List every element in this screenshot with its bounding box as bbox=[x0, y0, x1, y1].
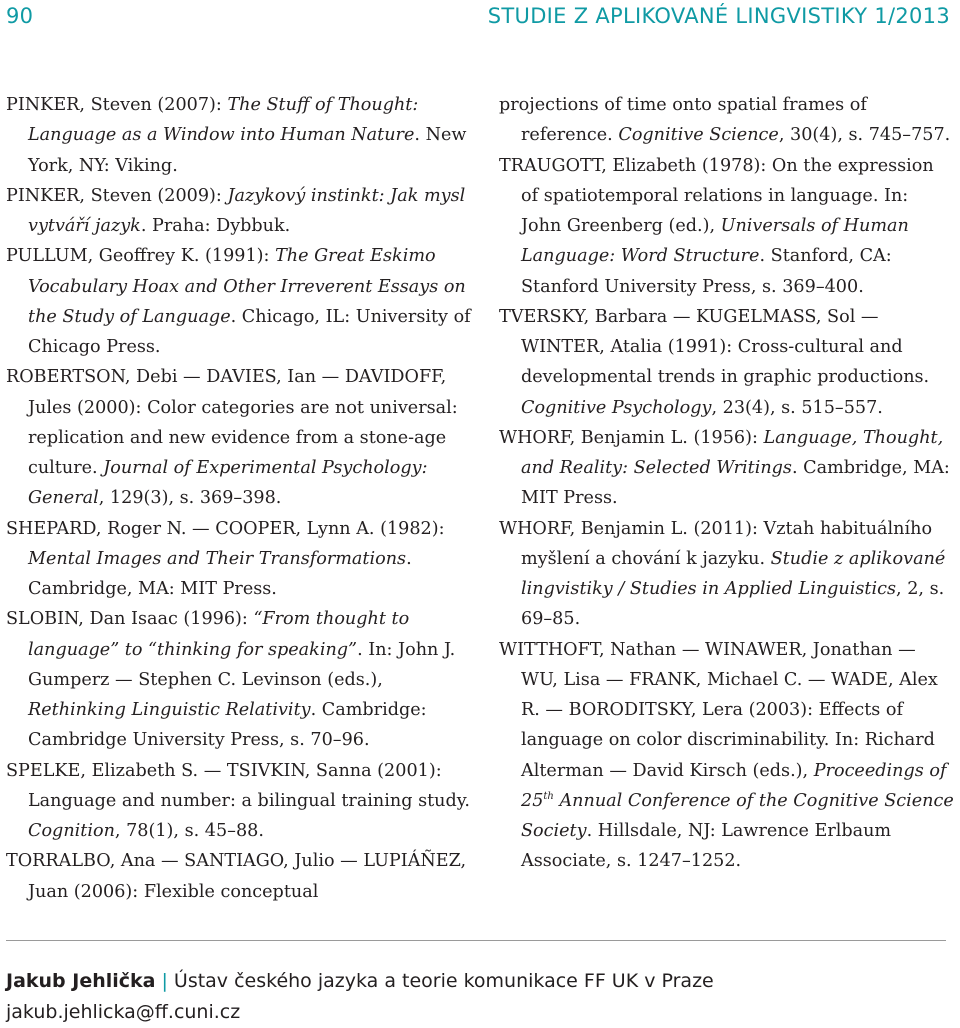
reference-text: TORRALBO, Ana — SANTIAGO, Julio — LUPIÁÑEZ, Juan (2006): Flexible conceptual bbox=[6, 851, 467, 902]
reference-text: , 23(4), s. 515–557. bbox=[711, 397, 883, 418]
reference-entry bbox=[6, 241, 478, 362]
reference-entry bbox=[499, 151, 954, 302]
reference-text: , 78(1), s. 45–88. bbox=[114, 821, 264, 841]
reference-entry bbox=[6, 90, 478, 181]
author-name: Jakub Jehlička bbox=[6, 970, 156, 992]
reference-entry bbox=[499, 423, 954, 514]
reference-text: PINKER, Steven (2009): bbox=[6, 185, 228, 206]
reference-title-text: Jazykový instinkt: Jak mysl vytváří jazyk bbox=[28, 185, 466, 236]
reference-title-text: Rethinking Linguistic Relativity bbox=[28, 700, 311, 720]
reference-text: TVERSKY, Barbara — KUGELMASS, Sol — WINTER, Atalia (1991): Cross-cultural and developmental trends in graphic productions. bbox=[499, 306, 930, 388]
references-right-column bbox=[499, 90, 954, 877]
reference-text: . Cambridge, MA: MIT Press. bbox=[28, 548, 412, 599]
reference-text: SHEPARD, Roger N. — COOPER, Lynn A. (1982): bbox=[6, 518, 445, 539]
reference-entry bbox=[499, 635, 954, 877]
reference-title-text: Proceedings of 25 bbox=[521, 760, 947, 811]
reference-entry bbox=[499, 90, 954, 151]
reference-title-text: Language, Thought, and Reality: Selected Writings bbox=[521, 427, 944, 478]
author-email[interactable]: jakub.jehlicka@ff.cuni.cz bbox=[6, 1001, 241, 1023]
reference-entry bbox=[6, 604, 478, 755]
references-left-column bbox=[6, 90, 478, 907]
reference-title-text: Journal of Experimental Psychology: General bbox=[28, 458, 428, 509]
reference-text: , 30(4), s. 745–757. bbox=[778, 125, 951, 146]
reference-title-text: Cognitive Psychology bbox=[521, 397, 712, 418]
footer-separator: | bbox=[161, 970, 168, 992]
reference-text: WHORF, Benjamin L. (2011): Vztah habituálního myšlení a chování k jazyku. bbox=[499, 518, 933, 569]
footer-divider bbox=[6, 940, 946, 941]
author-affiliation: Ústav českého jazyka a teorie komunikace FF UK v Praze bbox=[173, 970, 714, 992]
reference-text: . Hillsdale, NJ: Lawrence Erlbaum Associate, s. 1247–1252. bbox=[521, 821, 892, 872]
reference-entry bbox=[6, 846, 478, 907]
reference-title-text: Cognition bbox=[28, 821, 115, 841]
reference-text: . Chicago, IL: University of Chicago Press. bbox=[28, 306, 471, 357]
reference-text: ROBERTSON, Debi — DAVIES, Ian — DAVIDOFF, Jules (2000): Color categories are not universal: replication and new evidence from a stone-age culture. bbox=[6, 367, 458, 478]
reference-title-text: Universals of Human Language: Word Structure bbox=[521, 216, 909, 267]
reference-text: , 2, s. 69–85. bbox=[521, 579, 945, 630]
reference-text: . Praha: Dybbuk. bbox=[140, 216, 291, 236]
reference-title-text: The Great Eskimo Vocabulary Hoax and Other Irreverent Essays on the Study of Language bbox=[28, 246, 466, 327]
reference-entry bbox=[499, 302, 954, 423]
reference-title-text: Mental Images and Their Transformations bbox=[28, 548, 407, 569]
author-footer bbox=[6, 966, 714, 1028]
reference-text: WITTHOFT, Nathan — WINAWER, Jonathan — WU, Lisa — FRANK, Michael C. — WADE, Alex R. — BORODITSKY, Lera (2003): Effects of language on color discriminability. In: Richard Alterman — David Kirsch (eds.), bbox=[499, 639, 938, 781]
reference-text: SPELKE, Elizabeth S. — TSIVKIN, Sanna (2001): Language and number: a bilingual training study. bbox=[6, 760, 470, 811]
reference-entry bbox=[6, 514, 478, 605]
reference-text: . Stanford, CA: Stanford University Press, s. 369–400. bbox=[521, 246, 892, 297]
reference-title-text: Studie z aplikované lingvistiky / Studies in Applied Linguistics bbox=[521, 548, 946, 599]
reference-text: . Cambridge, MA: MIT Press. bbox=[521, 458, 950, 509]
reference-text: WHORF, Benjamin L. (1956): bbox=[499, 427, 764, 448]
reference-text: . New York, NY: Viking. bbox=[28, 125, 467, 176]
reference-entry bbox=[6, 181, 478, 242]
reference-text: PINKER, Steven (2007): bbox=[6, 95, 228, 115]
reference-text: , 129(3), s. 369–398. bbox=[98, 488, 282, 509]
reference-text: projections of time onto spatial frames of reference. bbox=[499, 95, 867, 146]
reference-text: PULLUM, Geoffrey K. (1991): bbox=[6, 246, 276, 267]
reference-text: TRAUGOTT, Elizabeth (1978): On the expression of spatiotemporal relations in language. In: John Greenberg (ed.), bbox=[499, 155, 934, 236]
reference-entry bbox=[6, 756, 478, 847]
reference-title-text: “From thought to language” to “thinking for speaking” bbox=[28, 609, 410, 660]
reference-entry bbox=[499, 514, 954, 635]
reference-title-text: th bbox=[543, 790, 554, 802]
reference-text: . Cambridge: Cambridge University Press, s. 70–96. bbox=[28, 700, 427, 751]
reference-title-text: Annual Conference of the Cognitive Science Society bbox=[521, 790, 954, 841]
reference-text: . In: John J. Gumperz — Stephen C. Levinson (eds.), bbox=[28, 639, 456, 690]
reference-title-text: The Stuff of Thought: Language as a Window into Human Nature bbox=[28, 95, 419, 146]
reference-text: SLOBIN, Dan Isaac (1996): bbox=[6, 609, 254, 630]
running-header: STUDIE Z APLIKOVANÉ LINGVISTIKY 1/2013 bbox=[487, 4, 950, 28]
page-number: 90 bbox=[6, 4, 34, 28]
reference-title-text: Cognitive Science bbox=[618, 125, 779, 146]
reference-entry bbox=[6, 362, 478, 513]
